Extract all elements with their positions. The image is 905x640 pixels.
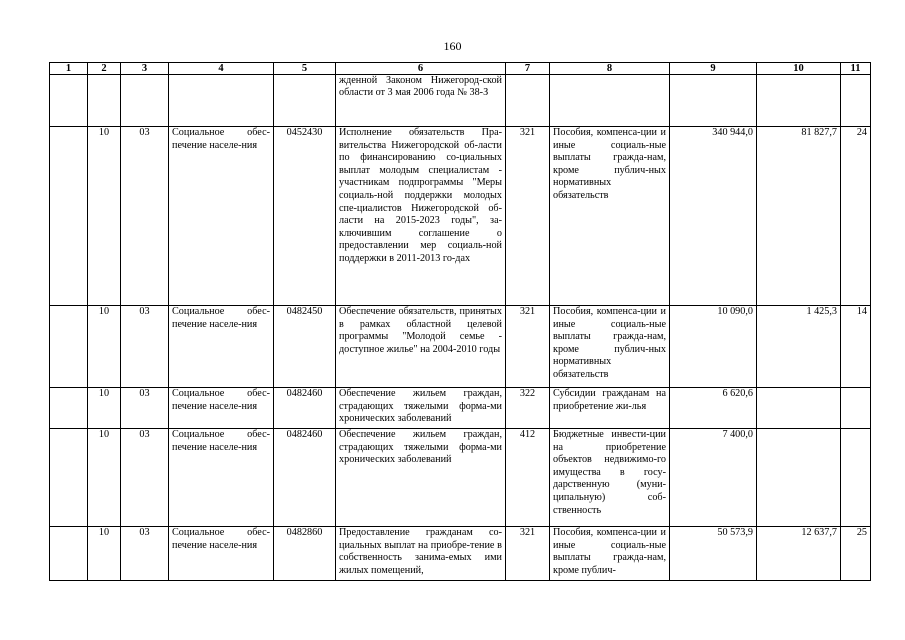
cell-section: 10 xyxy=(88,527,121,581)
cell-description: Обеспечение жильем граждан, страдающих тяжелыми форма-ми хронических заболеваний xyxy=(336,429,506,527)
cell-count: 25 xyxy=(841,527,871,581)
table-row xyxy=(50,306,871,388)
cell-expense-name: Бюджетные инвести-ции на приобретение объектов недвижимо-го имущества в госу-дарственную (муни-ципальную) соб-ственность xyxy=(550,429,670,527)
cell-subsection: 03 xyxy=(121,527,169,581)
cell-amount: 7 400,0 xyxy=(670,429,757,527)
column-header: 11 xyxy=(841,63,871,75)
budget-table xyxy=(49,62,871,581)
column-header: 10 xyxy=(757,63,841,75)
column-header: 4 xyxy=(169,63,274,75)
cell-subsection: 03 xyxy=(121,388,169,429)
column-header: 6 xyxy=(336,63,506,75)
cell-col1 xyxy=(50,388,88,429)
cell-description: Обеспечение жильем граждан, страдающих тяжелыми форма-ми хронических заболеваний xyxy=(336,388,506,429)
continuation-row xyxy=(50,75,871,127)
cell-subsection: 03 xyxy=(121,127,169,306)
cell-section-name: Социальное обес-печение населе-ния xyxy=(169,306,274,388)
column-header: 5 xyxy=(274,63,336,75)
cell-col1 xyxy=(50,127,88,306)
cell-col1 xyxy=(50,429,88,527)
cell-section-name: Социальное обес-печение населе-ния xyxy=(169,127,274,306)
cell-expense-type: 321 xyxy=(506,127,550,306)
cell-subsection: 03 xyxy=(121,306,169,388)
cell-expense-name: Пособия, компенса-ции и иные социаль-ные выплаты гражда-нам, кроме публич-ных нормативных обязательств xyxy=(550,306,670,388)
cell-count xyxy=(841,388,871,429)
cell-count: 24 xyxy=(841,127,871,306)
cell-amount: 50 573,9 xyxy=(670,527,757,581)
table-row xyxy=(50,429,871,527)
cell-target-article: 0482460 xyxy=(274,429,336,527)
cell-col1 xyxy=(50,527,88,581)
cell-target-article: 0482460 xyxy=(274,388,336,429)
cell-expense-type: 321 xyxy=(506,306,550,388)
cell-section-name: Социальное обес-печение населе-ния xyxy=(169,388,274,429)
cell-target-article: 0482860 xyxy=(274,527,336,581)
cell-expense-name: Пособия, компенса-ции и иные социаль-ные выплаты гражда-нам, кроме публич-ных нормативных обязательств xyxy=(550,127,670,306)
cell-section-name: Социальное обес-печение населе-ния xyxy=(169,527,274,581)
cell-target-article: 0452430 xyxy=(274,127,336,306)
column-header: 2 xyxy=(88,63,121,75)
cell-target-article: 0482450 xyxy=(274,306,336,388)
cell-amount-2: 81 827,7 xyxy=(757,127,841,306)
cell-expense-type: 321 xyxy=(506,527,550,581)
cell-section: 10 xyxy=(88,127,121,306)
column-header: 8 xyxy=(550,63,670,75)
cell-expense-name: Субсидии гражданам на приобретение жи-лья xyxy=(550,388,670,429)
cell-section: 10 xyxy=(88,429,121,527)
cell-amount: 340 944,0 xyxy=(670,127,757,306)
cell-expense-type: 412 xyxy=(506,429,550,527)
column-header: 7 xyxy=(506,63,550,75)
cell-amount: 6 620,6 xyxy=(670,388,757,429)
cell-subsection: 03 xyxy=(121,429,169,527)
cell-description: Исполнение обязательств Пра-вительства Нижегородской об-ласти по финансированию со-циальных выплат молодым специалистам - участникам подпрограммы "Меры социаль-ной поддержки молодых спе-циалистов Нижегородской об-ласти на 2015-2023 годы", за-ключившим соглашение о предоставлении мер социаль-ной поддержки в 2011-2013 го-дах xyxy=(336,127,506,306)
cell-amount-2: 12 637,7 xyxy=(757,527,841,581)
cell-expense-type: 322 xyxy=(506,388,550,429)
column-header: 9 xyxy=(670,63,757,75)
cell-amount-2 xyxy=(757,388,841,429)
table-row xyxy=(50,527,871,581)
cell-description: Предоставление гражданам со-циальных выплат на приобре-тение в собственность занима-емых ими жилых помещений, xyxy=(336,527,506,581)
table-row xyxy=(50,127,871,306)
table-header-row xyxy=(50,63,871,75)
cell-section-name: Социальное обес-печение населе-ния xyxy=(169,429,274,527)
cell-expense-name: Пособия, компенса-ции и иные социаль-ные выплаты гражда-нам, кроме публич- xyxy=(550,527,670,581)
cell-section: 10 xyxy=(88,388,121,429)
cell-description: Обеспечение обязательств, принятых в рамках областной целевой программы "Молодой семье - доступное жилье" на 2004-2010 годы xyxy=(336,306,506,388)
cell-amount-2 xyxy=(757,429,841,527)
column-header: 1 xyxy=(50,63,88,75)
table-row xyxy=(50,388,871,429)
cell-section: 10 xyxy=(88,306,121,388)
cell-count xyxy=(841,429,871,527)
column-header: 3 xyxy=(121,63,169,75)
cell-count: 14 xyxy=(841,306,871,388)
continuation-text: жденной Законом Нижегород-ской области от 3 мая 2006 года № 38-З xyxy=(336,75,506,127)
page-number: 160 xyxy=(443,39,462,53)
cell-amount-2: 1 425,3 xyxy=(757,306,841,388)
cell-col1 xyxy=(50,306,88,388)
cell-amount: 10 090,0 xyxy=(670,306,757,388)
